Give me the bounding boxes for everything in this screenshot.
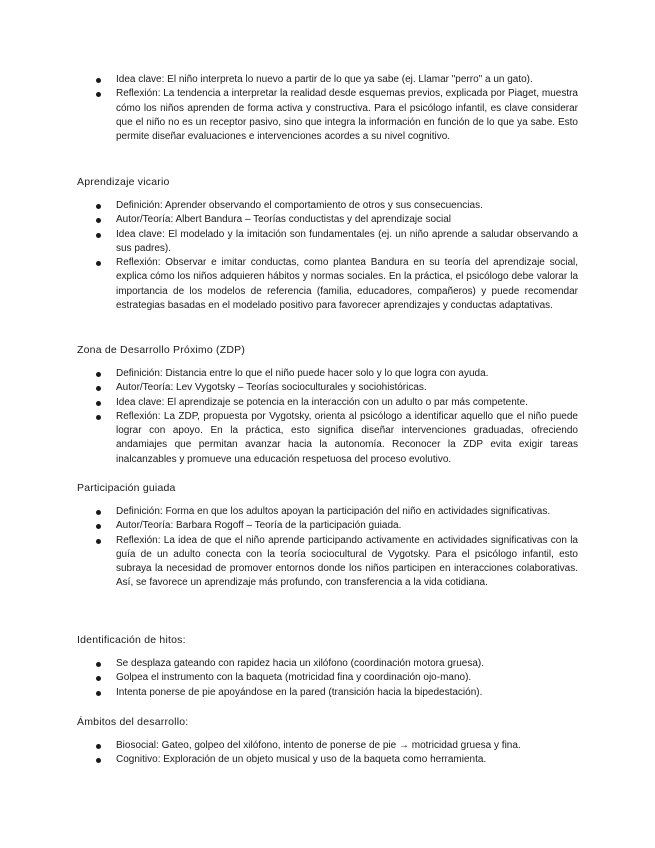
section-ambitos-desarrollo xyxy=(77,715,578,768)
list-item xyxy=(96,657,578,671)
list-item-text: Idea clave: El niño interpreta lo nuevo a partir de lo que ya sabe (ej. Llamar "perro" a un gato). xyxy=(116,74,533,85)
list-item xyxy=(96,396,578,410)
list-item xyxy=(96,87,578,144)
section-participacion-guiada xyxy=(77,481,578,591)
section-zdp xyxy=(77,343,578,467)
section-list xyxy=(96,367,578,467)
list-item xyxy=(96,671,578,685)
list-item xyxy=(96,256,578,313)
section-heading: Aprendizaje vicario xyxy=(77,176,170,188)
section-list xyxy=(96,739,578,768)
list-item-text: Golpea el instrumento con la baqueta (motricidad fina y coordinación ojo-mano). xyxy=(116,672,472,684)
section-list xyxy=(96,199,578,313)
list-item-text: Idea clave: El modelado y la imitación son fundamentales (ej. un niño aprende a saludar observando a sus padres). xyxy=(116,228,578,254)
list-item xyxy=(96,505,578,519)
list-item-text: Se desplaza gateando con rapidez hacia un xilófono (coordinación motora gruesa). xyxy=(116,658,485,669)
bullet-icon xyxy=(96,401,101,406)
list-item-text: Reflexión: La tendencia a interpretar la realidad desde esquemas previos, explicada por Piaget, muestra cómo los niños aprenden de forma activa y constructiva. Para el psicólogo infantil, es clave considerar que el niño no es un receptor pasivo, sino que integra la información en función de lo que ya sabe. Esto permite diseñar evaluaciones e intervenciones acordes a su nivel cognitivo. xyxy=(116,88,578,143)
list-item xyxy=(96,739,578,753)
list-item xyxy=(96,410,578,467)
bullet-icon xyxy=(96,744,101,749)
list-item xyxy=(96,686,578,700)
list-item-text: Definición: Distancia entre lo que el niño puede hacer solo y lo que logra con ayuda. xyxy=(116,368,489,379)
bullet-icon xyxy=(96,691,101,696)
list-item-text: Idea clave: El aprendizaje se potencia en la interacción con un adulto o par más competente. xyxy=(116,396,528,408)
bullet-icon xyxy=(96,524,101,529)
list-item-text: Definición: Forma en que los adultos apoyan la participación del niño en actividades significativas. xyxy=(116,506,551,517)
section-heading: Identificación de hitos: xyxy=(77,634,186,646)
list-item xyxy=(96,228,578,257)
intro-list-container xyxy=(96,73,578,144)
section-heading: Zona de Desarrollo Próximo (ZDP) xyxy=(77,344,246,356)
list-item-text: Definición: Aprender observando el comportamiento de otros y sus consecuencias. xyxy=(116,200,483,211)
bullet-icon xyxy=(96,662,101,667)
bullet-icon xyxy=(96,218,101,223)
list-item xyxy=(96,367,578,381)
list-item-text: Cognitivo: Exploración de un objeto musical y uso de la baqueta como herramienta. xyxy=(116,754,487,766)
bullet-icon xyxy=(96,415,101,420)
section-list xyxy=(96,505,578,591)
list-item xyxy=(96,753,578,767)
list-item-text: Intenta ponerse de pie apoyándose en la pared (transición hacia la bipedestación). xyxy=(116,686,483,698)
intro-list xyxy=(96,73,578,144)
list-item-text: Reflexión: Observar e imitar conductas, como plantea Bandura en su teoría del aprendizaje social, explica cómo los niños adquieren hábitos y normas sociales. En la práctica, el psicólogo debe valorar la importancia de los modelos de referencia (familia, educadores, compañeros) y puede recomendar estrategias basadas en el modelado positivo para favorecer aprendizajes y conductas adaptativas. xyxy=(116,257,578,312)
bullet-icon xyxy=(96,539,101,544)
section-heading: Participación guiada xyxy=(77,482,176,494)
bullet-icon xyxy=(96,233,101,238)
list-item-text: Biosocial: Gateo, golpeo del xilófono, intento de ponerse de pie → motricidad gruesa y fina. xyxy=(116,740,521,751)
list-item xyxy=(96,534,578,591)
bullet-icon xyxy=(96,204,101,209)
list-item xyxy=(96,381,578,395)
list-item-text: Autor/Teoría: Barbara Rogoff – Teoría de la participación guiada. xyxy=(116,520,402,532)
bullet-icon xyxy=(96,372,101,377)
list-item-text: Reflexión: La ZDP, propuesta por Vygotsky, orienta al psicólogo a identificar aquello que el niño puede lograr con apoyo. En la práctica, esto significa diseñar intervenciones graduadas, ofreciendo andamiajes que permitan avanzar hacia la autonomía. Reconocer la ZDP evita exigir tareas inalcanzables y promueve una educación respetuosa del proceso evolutivo. xyxy=(116,410,578,465)
list-item-text: Autor/Teoría: Lev Vygotsky – Teorías socioculturales y sociohistóricas. xyxy=(116,382,427,394)
bullet-icon xyxy=(96,261,101,266)
section-aprendizaje-vicario xyxy=(77,175,578,313)
list-item xyxy=(96,213,578,227)
bullet-icon xyxy=(96,78,101,83)
bullet-icon xyxy=(96,758,101,763)
bullet-icon xyxy=(96,676,101,681)
list-item xyxy=(96,199,578,213)
bullet-icon xyxy=(96,510,101,515)
section-list xyxy=(96,657,578,700)
bullet-icon xyxy=(96,386,101,391)
section-identificacion-hitos xyxy=(77,633,578,700)
list-item xyxy=(96,519,578,533)
section-heading: Ámbitos del desarrollo: xyxy=(77,716,189,728)
list-item-text: Reflexión: La idea de que el niño aprende participando activamente en actividades significativas con la guía de un adulto conecta con la teoría sociocultural de Vygotsky. Para el psicólogo infantil, esto subraya la necesidad de promover entornos donde los niños participen en interacciones colaborativas. Así, se favorece un aprendizaje más profundo, con transferencia a la vida cotidiana. xyxy=(116,534,578,589)
list-item-text: Autor/Teoría: Albert Bandura – Teorías conductistas y del aprendizaje social xyxy=(116,214,452,226)
bullet-icon xyxy=(96,92,101,97)
list-item xyxy=(96,73,578,87)
